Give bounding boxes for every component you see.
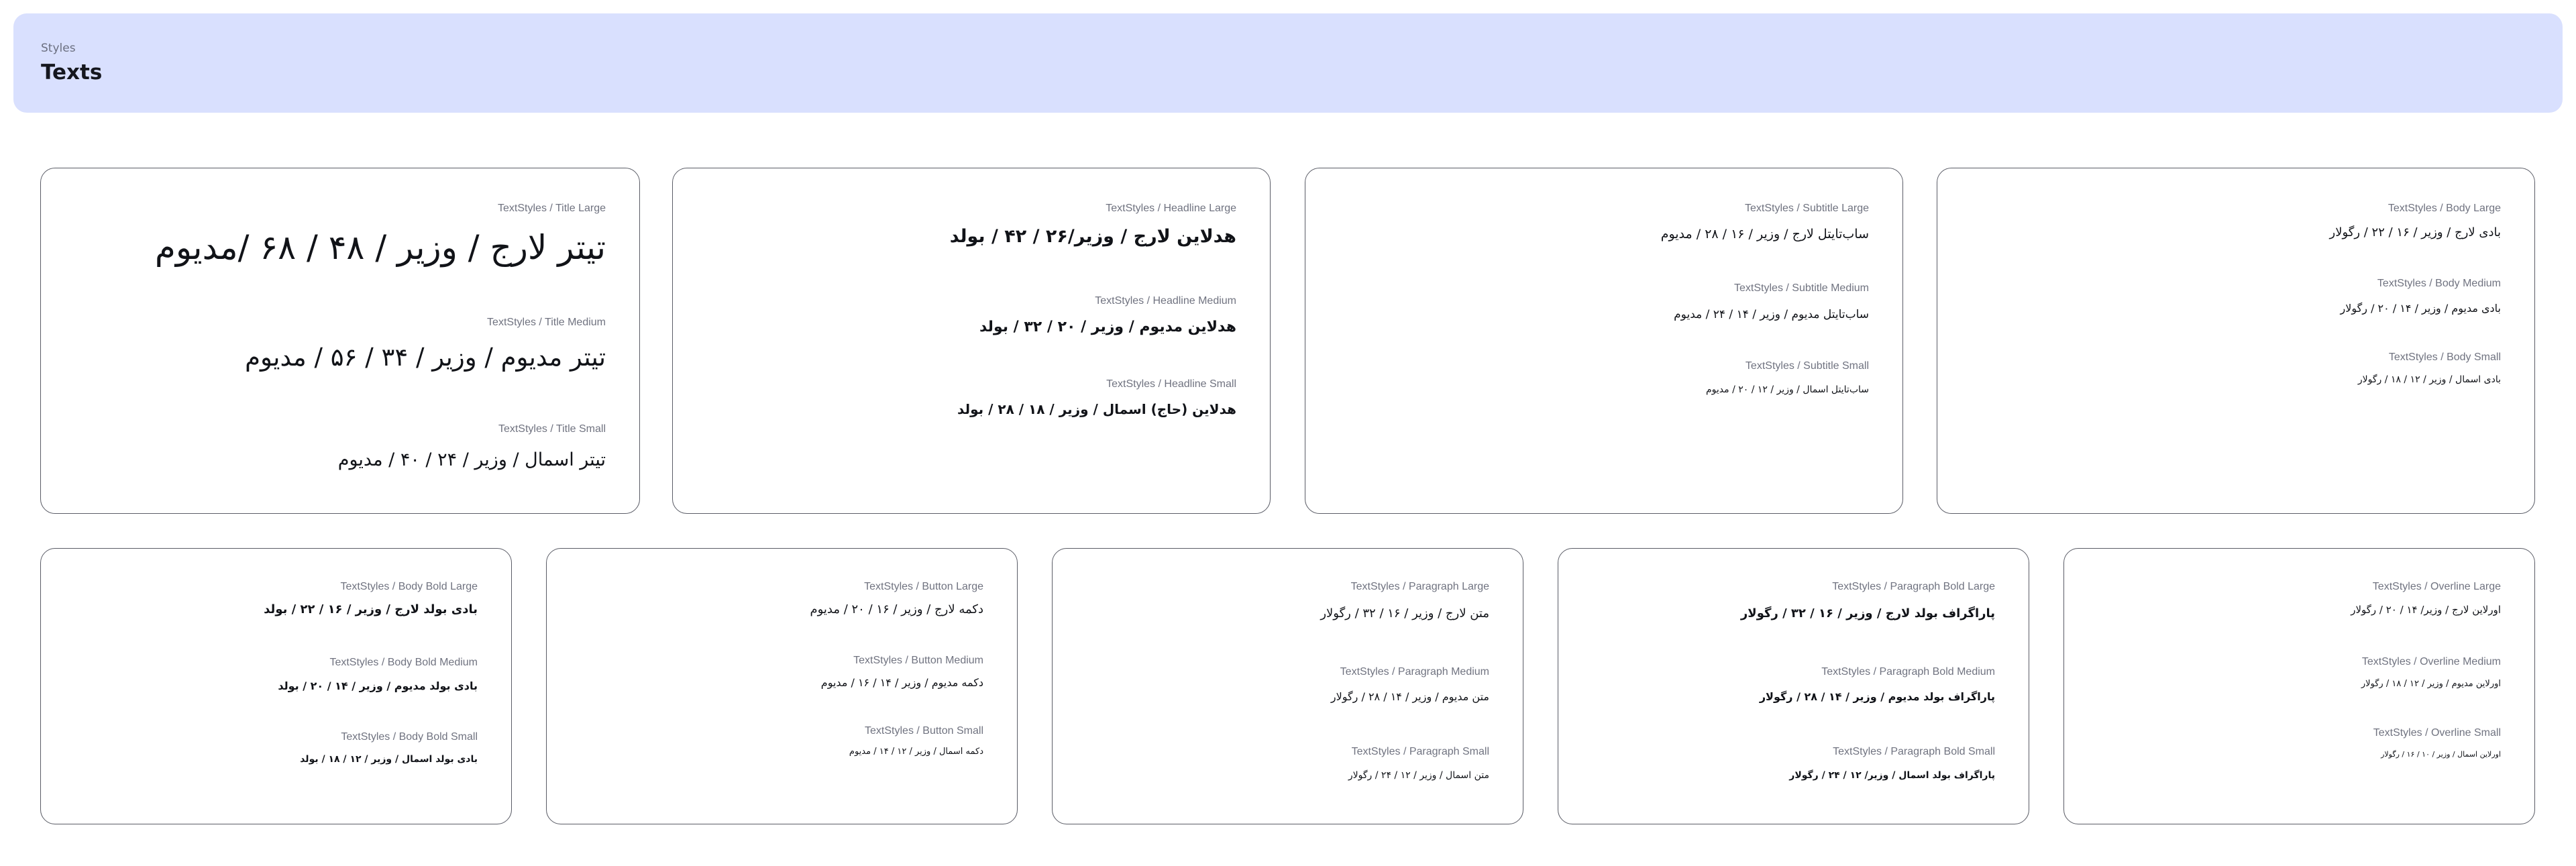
- style-entry-button-large: [568, 581, 983, 618]
- style-entry-body-large: [1937, 203, 2501, 241]
- style-sample-text: بادی بولد لارج / وزیر / ۱۶ / ۲۲ / بولد: [264, 602, 478, 616]
- style-sample-text: بادی بولد مدیوم / وزیر / ۱۴ / ۲۰ / بولد: [278, 680, 478, 692]
- style-name-label: TextStyles / Headline Medium: [1095, 295, 1236, 307]
- style-sample-text: ساب‌تایتل مدیوم / وزیر / ۱۴ / ۲۴ / مدیوم: [1674, 308, 1869, 321]
- style-entry-paragraph-bold-small: [1579, 746, 1995, 782]
- style-name-label: TextStyles / Body Bold Medium: [329, 657, 478, 668]
- style-entry-paragraph-medium: [1073, 666, 1489, 704]
- card-button-styles: [546, 548, 1018, 824]
- style-sample-text: هدلاین مدیوم / وزیر / ۲۰ / ۳۲ / بولد: [979, 319, 1236, 335]
- style-name-label: TextStyles / Headline Small: [1106, 378, 1236, 390]
- style-name-label: TextStyles / Button Medium: [853, 655, 983, 666]
- style-sample-text: هدلاین (حاج) اسمال / وزیر / ۱۸ / ۲۸ / بولد: [957, 401, 1236, 417]
- style-name-label: TextStyles / Body Small: [2388, 351, 2501, 363]
- style-sample-text: بادی اسمال / وزیر / ۱۲ / ۱۸ / رگولار: [2357, 374, 2501, 385]
- style-entry-overline-medium: [2085, 656, 2501, 690]
- style-sample-text: پاراگراف بولد مدیوم / وزیر / ۱۴ / ۲۸ / رگولار: [1759, 690, 1995, 703]
- style-entry-headline-large: [672, 203, 1236, 248]
- style-entry-headline-medium: [672, 295, 1236, 337]
- style-name-label: TextStyles / Overline Large: [2372, 581, 2501, 592]
- style-sample-text: پاراگراف بولد اسمال / وزیر/ ۱۲ / ۲۴ / رگولار: [1789, 770, 1995, 781]
- card-paragraph-styles: [1052, 548, 1523, 824]
- style-name-label: TextStyles / Title Small: [498, 423, 606, 435]
- style-sample-text: تیتر لارج / وزیر / ۴۸ / ۶۸ /مدیوم: [154, 228, 606, 267]
- style-entry-subtitle-large: [1305, 203, 1869, 243]
- card-overline-styles: [2063, 548, 2535, 824]
- style-entry-button-small: [568, 725, 983, 757]
- style-sample-text: بادی مدیوم / وزیر / ۱۴ / ۲۰ / رگولار: [2340, 302, 2501, 315]
- style-name-label: TextStyles / Subtitle Medium: [1734, 282, 1869, 294]
- style-name-label: TextStyles / Body Large: [2387, 203, 2501, 214]
- style-sample-text: بادی لارج / وزیر / ۱۶ / ۲۲ / رگولار: [2329, 225, 2501, 239]
- style-sample-text: تیتر اسمال / وزیر / ۲۴ / ۴۰ / مدیوم: [337, 449, 606, 470]
- style-name-label: TextStyles / Paragraph Bold Small: [1833, 746, 1995, 757]
- style-name-label: TextStyles / Body Bold Small: [341, 731, 478, 743]
- style-entry-button-medium: [568, 655, 983, 690]
- style-name-label: TextStyles / Body Medium: [2377, 278, 2501, 289]
- style-name-label: TextStyles / Overline Small: [2373, 727, 2501, 739]
- style-sample-text: متن مدیوم / وزیر / ۱۴ / ۲۸ / رگولار: [1330, 690, 1489, 703]
- style-entry-body-bold-large: [62, 581, 478, 618]
- breadcrumb: Styles: [41, 42, 76, 55]
- style-entry-paragraph-bold-medium: [1579, 666, 1995, 704]
- style-entry-body-small: [1937, 351, 2501, 386]
- style-entry-headline-small: [672, 378, 1236, 418]
- style-sample-text: اورلاین لارج / وزیر/ ۱۴ / ۲۰ / رگولار: [2351, 604, 2501, 616]
- style-entry-overline-small: [2085, 727, 2501, 759]
- style-sample-text: ساب‌تایتل اسمال / وزیر / ۱۲ / ۲۰ / مدیوم: [1705, 384, 1869, 395]
- style-entry-paragraph-small: [1073, 746, 1489, 782]
- style-name-label: TextStyles / Title Medium: [487, 317, 606, 328]
- style-sample-text: متن اسمال / وزیر / ۱۲ / ۲۴ / رگولار: [1348, 770, 1489, 781]
- style-name-label: TextStyles / Subtitle Small: [1745, 360, 1869, 372]
- style-entry-paragraph-bold-large: [1579, 581, 1995, 622]
- style-sample-text: اورلاین اسمال / وزیر / ۱۰ / ۱۶ / رگولار: [2381, 750, 2501, 759]
- styles-header: [13, 13, 2563, 113]
- style-name-label: TextStyles / Button Small: [865, 725, 983, 737]
- style-entry-paragraph-large: [1073, 581, 1489, 622]
- style-entry-body-bold-medium: [62, 657, 478, 693]
- style-name-label: TextStyles / Paragraph Bold Large: [1832, 581, 1995, 592]
- style-entry-title-medium: [40, 317, 606, 373]
- style-name-label: TextStyles / Headline Large: [1106, 203, 1236, 214]
- card-body-styles: [1937, 168, 2535, 514]
- style-name-label: TextStyles / Subtitle Large: [1745, 203, 1869, 214]
- card-paragraph-bold-styles: [1558, 548, 2029, 824]
- style-name-label: TextStyles / Title Large: [498, 203, 606, 214]
- style-entry-title-large: [40, 203, 606, 269]
- style-entry-subtitle-medium: [1305, 282, 1869, 322]
- style-sample-text: پاراگراف بولد لارج / وزیر / ۱۶ / ۳۲ / رگولار: [1740, 606, 1995, 620]
- style-sample-text: دکمه اسمال / وزیر / ۱۲ / ۱۴ / مدیوم: [849, 747, 983, 757]
- style-sample-text: هدلاین لارج / وزیر/۲۶ / ۴۲ / بولد: [949, 226, 1236, 247]
- style-sample-text: دکمه لارج / وزیر / ۱۶ / ۲۰ / مدیوم: [810, 602, 983, 616]
- card-body-bold-styles: [40, 548, 512, 824]
- style-entry-body-bold-small: [62, 731, 478, 766]
- style-name-label: TextStyles / Body Bold Large: [340, 581, 478, 592]
- card-headline-styles: [672, 168, 1271, 514]
- style-entry-overline-large: [2085, 581, 2501, 616]
- card-subtitle-styles: [1305, 168, 1903, 514]
- style-name-label: TextStyles / Overline Medium: [2361, 656, 2501, 667]
- style-sample-text: دکمه مدیوم / وزیر / ۱۴ / ۱۶ / مدیوم: [820, 676, 983, 689]
- style-sample-text: تیتر مدیوم / وزیر / ۳۴ / ۵۶ / مدیوم: [245, 343, 606, 372]
- style-sample-text: اورلاین مدیوم / وزیر / ۱۲ / ۱۸ / رگولار: [2361, 679, 2501, 689]
- style-sample-text: بادی بولد اسمال / وزیر / ۱۲ / ۱۸ / بولد: [300, 754, 478, 765]
- style-entry-body-medium: [1937, 278, 2501, 315]
- style-entry-subtitle-small: [1305, 360, 1869, 396]
- style-name-label: TextStyles / Paragraph Large: [1350, 581, 1489, 592]
- page-title: Texts: [41, 60, 103, 85]
- style-name-label: TextStyles / Button Large: [864, 581, 983, 592]
- style-name-label: TextStyles / Paragraph Medium: [1340, 666, 1489, 678]
- style-sample-text: ساب‌تایتل لارج / وزیر / ۱۶ / ۲۸ / مدیوم: [1660, 227, 1869, 241]
- card-title-styles: [40, 168, 640, 514]
- style-name-label: TextStyles / Paragraph Small: [1351, 746, 1489, 757]
- style-sample-text: متن لارج / وزیر / ۱۶ / ۳۲ / رگولار: [1320, 606, 1489, 620]
- style-entry-title-small: [40, 423, 606, 472]
- style-name-label: TextStyles / Paragraph Bold Medium: [1821, 666, 1995, 678]
